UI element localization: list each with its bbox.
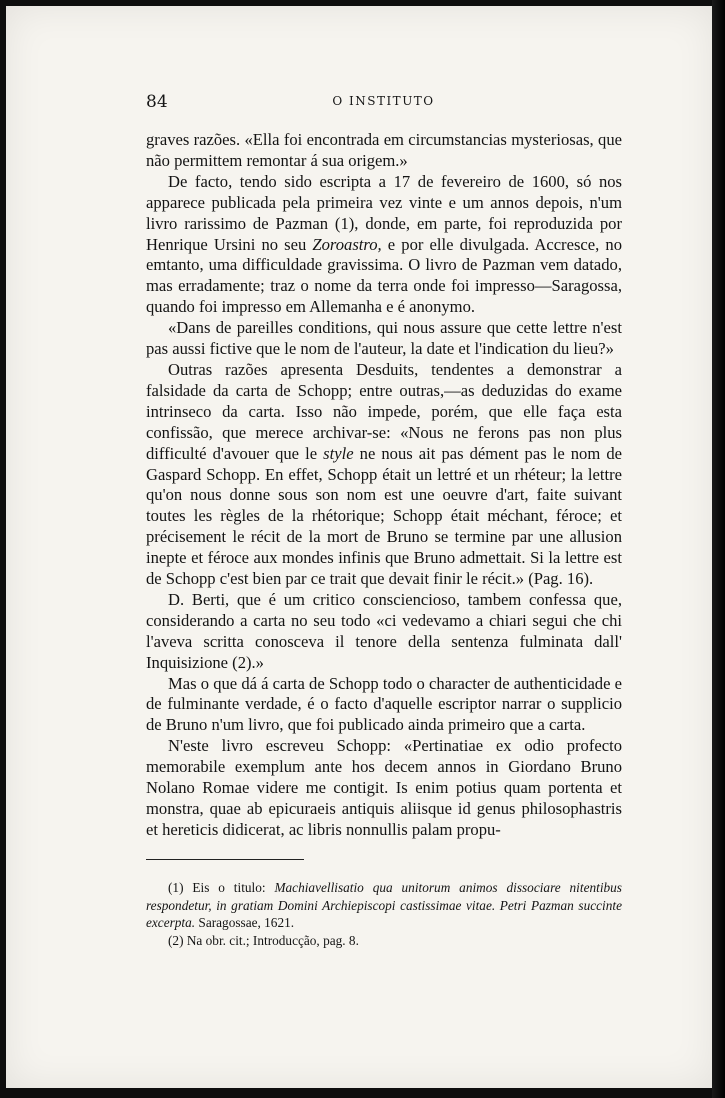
paragraph-5-text: D. Berti, que é um critico consciencioso, tambem confessa que, considerando a carta no seu todo «ci vedevamo a chiari segui che chi l'aveva scritta conosceva il tenore della sentenza fulminata dall' Inquisizione (2).»: [146, 589, 622, 672]
paragraph-4-text-b: ne nous ait pas dément pas le nom de Gaspard Schopp. En effet, Schopp était un lettré et un rhéteur; la lettre qu'on nous donne sous son nom est une oeuvre d'art, faite suivant toutes les règles de la rhétorique; Schopp était méchant, féroce; et précisement le récit de la mort de Bruno se termine par une allusion inepte et féroce aux mondes infinis que Bruno admettait. Si la lettre est de Schopp c'est bien par ce trait que devait finir le récit.» (Pag. 16).: [146, 443, 622, 589]
paragraph-7-text: N'este livro escreveu Schopp: «Pertinatiae ex odio profecto memorabile exemplum ante hos decem annos in Giordano Bruno Nolano Romae videre me contigit. Is enim potius quam portenta et monstra, quae ab epicuraeis antiquis aliisque id genus philosophastris et hereticis didicerat, ac libris nonnullis palam propu-: [146, 736, 622, 839]
paragraph-2-text-b: e por elle divulgada. Accresce, no emtanto, uma difficuldade gravissima. O livro de Pazman vem datado, mas erradamente; traz o nome da terra onde foi impresso—Saragossa, quando foi impresso em Allemanha e é anonymo.: [146, 234, 622, 317]
footnote-1-text-b: Saragossae, 1621.: [195, 915, 295, 930]
paragraph-7: [146, 736, 622, 841]
footnote-1: [146, 879, 622, 932]
paragraph-4-text-a: Outras razões apresenta Desduits, tendentes a demonstrar a falsidade da carta de Schopp; entre outras,—as deduzidas do exame intrinseco da carta. Isso não impede, porém, que elle faça esta confissão, que merece archivar-se: «Nous ne ferons pas non plus difficulté d'avouer que le: [146, 359, 622, 463]
page-header: [146, 92, 621, 112]
footnote-2: [146, 932, 622, 950]
footnote-2-text: (2) Na obr. cit.; Introducção, pag. 8.: [168, 932, 359, 948]
footnotes: [146, 879, 622, 949]
running-title: O INSTITUTO: [332, 94, 435, 108]
page-edge-shadow: [712, 0, 725, 1098]
paragraph-4: [146, 360, 622, 590]
paragraph-1: [146, 130, 622, 172]
body-text: [146, 130, 622, 841]
paragraph-2-italic: Zoroastro,: [312, 234, 382, 254]
footnote-divider: [146, 859, 304, 860]
paragraph-3-text: «Dans de pareilles conditions, qui nous assure que cette lettre n'est pas aussi fictive que le nom de l'auteur, la date et l'indication du lieu?»: [146, 318, 622, 359]
paragraph-5: [146, 590, 622, 674]
paragraph-2-text-a: De facto, tendo sido escripta a 17 de fevereiro de 1600, só nos apparece publicada pela primeira vez vinte e um annos depois, n'um livro rarissimo de Pazman (1), donde, em parte, foi reproduzida por Henrique Ursini no seu: [146, 171, 622, 254]
paragraph-4-italic: style: [323, 443, 354, 463]
paragraph-6: [146, 674, 622, 737]
footnote-1-italic: Machiavellisatio qua unitorum animos dissociare nitentibus respondetur, in gratiam Domini Archiepiscopi castissimae vitae. Petri Pazman succinte excerpta.: [146, 880, 622, 930]
paragraph-1-text: graves razões. «Ella foi encontrada em circumstancias mysteriosas, que não permittem remontar á sua origem.»: [146, 130, 622, 170]
footnote-1-text-a: (1) Eis o titulo:: [168, 880, 275, 895]
paragraph-6-text: Mas o que dá á carta de Schopp todo o character de authenticidade e de fulminante verdade, é o facto d'aquelle escriptor narrar o supplicio de Bruno n'um livro, que foi publicado ainda primeiro que a carta.: [146, 673, 622, 735]
page-number: 84: [146, 92, 168, 112]
paragraph-3: [146, 318, 622, 360]
paragraph-2: [146, 172, 622, 318]
